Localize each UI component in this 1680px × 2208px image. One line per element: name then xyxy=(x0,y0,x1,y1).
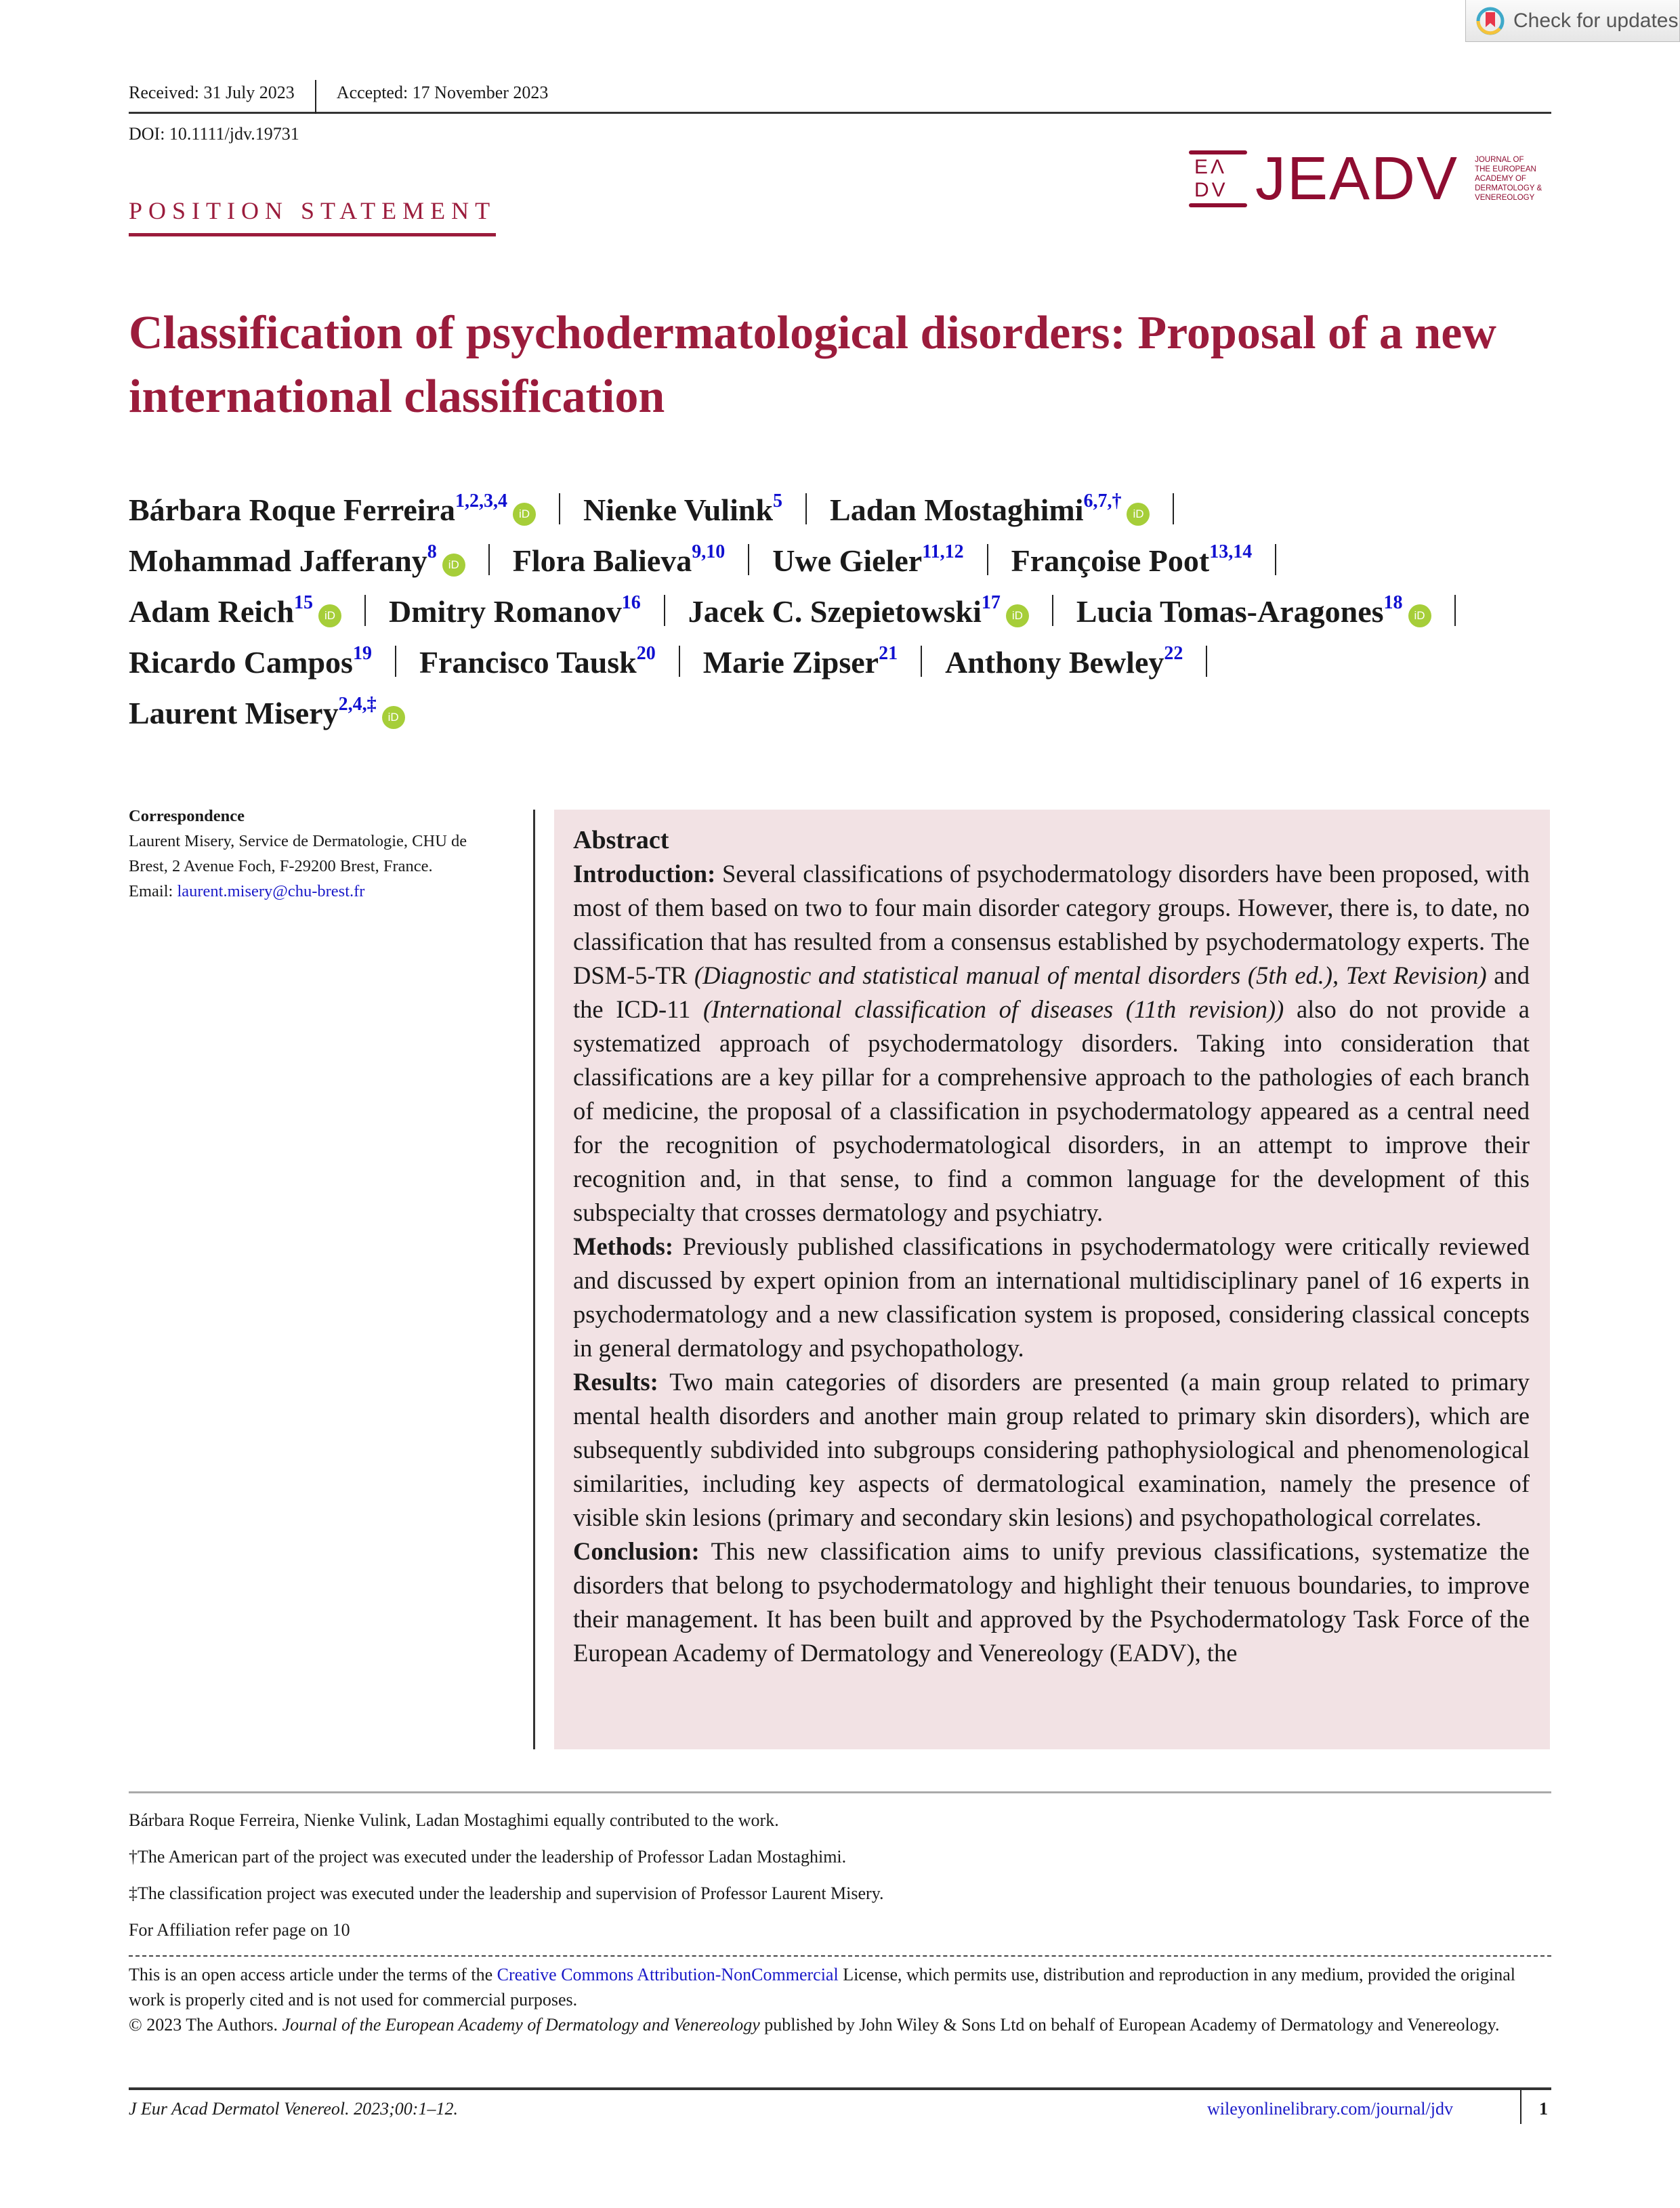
logo-subtitle: JOURNAL OF THE EUROPEAN ACADEMY OF DERMATOLOGY & VENEREOLOGY xyxy=(1475,156,1542,202)
author[interactable]: Adam Reich$^{15}$iD xyxy=(129,594,341,629)
footnote: For Affiliation refer page on 10 xyxy=(129,1920,350,1940)
orcid-icon[interactable]: iD xyxy=(318,604,341,627)
logo-wordmark: JEADV xyxy=(1255,145,1459,213)
divider xyxy=(921,646,922,677)
author[interactable]: Lucia Tomas-Aragones$^{18}$iD xyxy=(1076,594,1431,629)
doi: DOI: 10.1111/jdv.19731 xyxy=(129,124,299,144)
footnote: ‡The classification project was executed under the leadership and supervision of Professor Laurent Misery. xyxy=(129,1883,884,1903)
footer-rule xyxy=(129,2087,1551,2090)
divider xyxy=(805,493,807,524)
author[interactable]: Anthony Bewley$^{22}$ xyxy=(945,643,1183,680)
divider xyxy=(395,646,396,677)
received-date: Received: 31 July 2023 xyxy=(129,83,295,102)
license-notice: This is an open access article under the terms of the Creative Commons Attribution-NonCommercial License, which permits use, distribution and reproduction in any medium, provided the original work is properly cited and is not used for commercial purposes. © 2023 The Authors. Journal of the European Academy of Dermatology and Venereology published by John Wiley & Sons Ltd on behalf of European Academy of Dermatology and Venereology. xyxy=(129,1965,1516,2035)
abstract-results: Results: Two main categories of disorders are presented (a main group related to primary mental health disorders and another main group related to primary skin disorders), which are subsequently subdivided into subgroups considering pathophysiological and phenomenological similarities, including key aspects of dermatological examination, namely the presence of visible skin lesions (primary and secondary skin lesions) and psychopathological correlates. xyxy=(573,1368,1530,1531)
correspondence-address: Laurent Misery, Service de Dermatologie, CHU de Brest, 2 Avenue Foch, F-29200 Brest, France. xyxy=(129,832,467,875)
orcid-icon[interactable]: iD xyxy=(513,503,536,526)
dates-row xyxy=(129,80,1551,114)
divider xyxy=(1454,595,1456,626)
check-for-updates-label: Check for updates xyxy=(1513,9,1679,32)
abstract-conclusion: Conclusion: This new classification aims to unify previous classifications, systematize the disorders that belong to psychodermatology and highlight their tenuous boundaries, to improve their management. It has been built and approved by the Psychodermatology Task Force of the European Academy of Dermatology and Venereology (EADV), the xyxy=(573,1537,1530,1667)
footnote-rule xyxy=(129,1791,1551,1793)
divider xyxy=(488,544,490,575)
abstract-methods: Methods: Previously published classifications in psychodermatology were critically reviewed and discussed by expert opinion from an international multidisciplinary panel of 16 experts in psychodermatology and a new classification system is proposed, considering classical concepts in general dermatology and psychopathology. xyxy=(573,1232,1530,1362)
divider xyxy=(1052,595,1053,626)
orcid-icon[interactable]: iD xyxy=(382,706,405,729)
divider xyxy=(364,595,366,626)
column-divider xyxy=(533,810,535,1749)
author[interactable]: Dmitry Romanov$^{16}$ xyxy=(389,592,641,629)
orcid-icon[interactable]: iD xyxy=(1408,604,1431,627)
divider xyxy=(664,595,665,626)
divider xyxy=(1520,2090,1521,2124)
eadv-mark-icon: EΛ DV xyxy=(1189,150,1247,207)
footnote: †The American part of the project was executed under the leadership of Professor Ladan Mostaghimi. xyxy=(129,1847,847,1867)
article-type-label: POSITION STATEMENT xyxy=(129,196,496,236)
abstract-box xyxy=(554,810,1550,1749)
divider xyxy=(987,544,988,575)
abstract-heading: Abstract xyxy=(573,826,669,854)
footnote: Bárbara Roque Ferreira, Nienke Vulink, Ladan Mostaghimi equally contributed to the work. xyxy=(129,1810,779,1830)
journal-citation: J Eur Acad Dermatol Venereol. 2023;00:1–12. xyxy=(129,2099,458,2119)
email-link[interactable]: laurent.misery@chu-brest.fr xyxy=(177,882,365,900)
journal-logo xyxy=(1189,145,1542,213)
divider xyxy=(315,80,316,114)
author[interactable]: Françoise Poot$^{13,14}$ xyxy=(1011,541,1253,578)
divider xyxy=(1275,544,1276,575)
divider xyxy=(679,646,680,677)
footnotes xyxy=(129,1802,1551,1949)
divider xyxy=(1206,646,1207,677)
crossmark-icon xyxy=(1475,6,1505,36)
correspondence-heading: Correspondence xyxy=(129,807,245,825)
check-for-updates-button[interactable] xyxy=(1465,0,1680,42)
divider xyxy=(748,544,749,575)
license-link[interactable]: Creative Commons Attribution-NonCommercial xyxy=(497,1965,839,1984)
correspondence: Correspondence Laurent Misery, Service de Dermatologie, CHU de Brest, 2 Avenue Foch, F-29200 Brest, France. Email: laurent.misery@chu-brest.fr xyxy=(129,804,508,904)
orcid-icon[interactable]: iD xyxy=(1127,503,1150,526)
divider xyxy=(1173,493,1174,524)
author[interactable]: Laurent Misery$^{2,4,\ddagger}$iD xyxy=(129,696,405,730)
article-title: Classification of psychodermatological disorders: Proposal of a new international classification xyxy=(129,307,1496,423)
license-rule xyxy=(129,1955,1551,1957)
author[interactable]: Bárbara Roque Ferreira$^{1,2,3,4}$iD xyxy=(129,493,536,527)
author[interactable]: Marie Zipser$^{21}$ xyxy=(702,643,898,680)
abstract-introduction: Introduction: Several classifications of psychodermatology disorders have been proposed, with most of them based on two to four main disorder category groups. However, there is, to date, no classification that has resulted from a consensus established by psychodermatology experts. The DSM-5-TR (Diagnostic and statistical manual of mental disorders (5th ed.), Text Revision) and the ICD-11 (International classification of diseases (11th revision)) also do not provide a systematized approach of psychodermatology disorders. Taking into consideration that classifications are a key pillar for a comprehensive approach to the pathologies of each branch of medicine, the proposal of a classification in psychodermatology appeared as a central need for the recognition of psychodermatological disorders, in an attempt to improve their recognition and, in that sense, to find a common language for the development of this subspecialty that crosses dermatology and psychiatry. xyxy=(573,860,1530,1226)
author[interactable]: Nienke Vulink$^5$ xyxy=(583,491,783,527)
author-list xyxy=(129,484,1565,738)
accepted-date: Accepted: 17 November 2023 xyxy=(336,83,549,102)
orcid-icon[interactable]: iD xyxy=(442,554,465,577)
author[interactable]: Ricardo Campos$^{19}$ xyxy=(129,643,372,680)
author[interactable]: Flora Balieva$^{9,10}$ xyxy=(512,541,726,578)
orcid-icon[interactable]: iD xyxy=(1006,604,1029,627)
author[interactable]: Francisco Tausk$^{20}$ xyxy=(419,643,656,680)
author[interactable]: Mohammad Jafferany$^8$iD xyxy=(129,543,465,578)
author[interactable]: Jacek C. Szepietowski$^{17}$iD xyxy=(688,594,1029,629)
author[interactable]: Ladan Mostaghimi$^{6,7,\dagger}$iD xyxy=(830,493,1150,527)
journal-url-link[interactable]: wileyonlinelibrary.com/journal/jdv xyxy=(1207,2099,1453,2119)
divider xyxy=(559,493,560,524)
page-number: 1 xyxy=(1539,2099,1548,2119)
author[interactable]: Uwe Gieler$^{11,12}$ xyxy=(772,541,964,578)
